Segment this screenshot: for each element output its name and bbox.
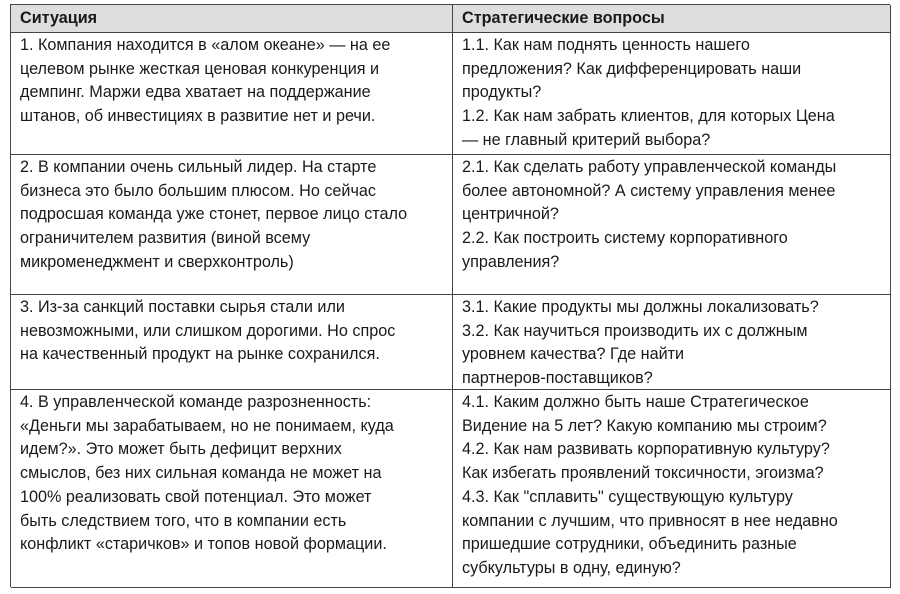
question-line: 4.2. Как нам развивать корпоративную культуру? xyxy=(462,440,830,459)
situation-line: быть следствием того, что в компании есть xyxy=(20,511,347,530)
situation-line: невозможными, или слишком дорогими. Но спрос xyxy=(20,321,396,340)
situation-line: «Деньги мы зарабатываем, но не понимаем, куда xyxy=(20,416,394,435)
question-line: субкультуры в одну, единую? xyxy=(462,558,681,577)
question-line: 4.1. Каким должно быть наше Стратегическое xyxy=(462,393,809,411)
header-strategic-questions: Стратегические вопросы xyxy=(453,5,891,33)
situation-line: ограничителем развития (виной всему xyxy=(20,229,311,248)
questions-cell-1 xyxy=(453,33,891,155)
question-line: 2.1. Как сделать работу управленческой команды xyxy=(462,158,837,176)
strategy-table xyxy=(10,4,890,587)
question-line: партнеров-поставщиков? xyxy=(462,369,653,388)
situation-line: демпинг. Маржи едва хватает на поддержание xyxy=(20,83,371,102)
situation-line: целевом рынке жесткая ценовая конкуренция и xyxy=(20,59,380,78)
question-line: уровнем качества? Где найти xyxy=(462,345,685,364)
situation-line: 100% реализовать свой потенциал. Это может xyxy=(20,487,372,506)
question-line: центричной? xyxy=(462,205,559,224)
situation-cell-1 xyxy=(11,33,453,155)
questions-cell-3 xyxy=(453,295,891,390)
situation-line: идем?». Это может быть дефицит верхних xyxy=(20,440,342,459)
situation-line: 4. В управленческой команде разрозненность: xyxy=(20,393,372,411)
question-line: управления? xyxy=(462,252,560,271)
question-line: 4.3. Как "сплавить" существующую культуру xyxy=(462,487,793,506)
situation-line: на качественный продукт на рынке сохранился. xyxy=(20,345,380,364)
question-line: 1.1. Как нам поднять ценность нашего xyxy=(462,36,750,54)
situation-line: смыслов, без них сильная команда не может на xyxy=(20,464,382,483)
question-line: Как избегать проявлений токсичности, эгоизма? xyxy=(462,464,824,483)
questions-cell-4 xyxy=(453,390,891,588)
situation-line: 3. Из-за санкций поставки сырья стали или xyxy=(20,298,345,316)
situation-line: подросшая команда уже стонет, первое лицо стало xyxy=(20,205,408,224)
question-line: продукты? xyxy=(462,83,542,102)
question-line: — не главный критерий выбора? xyxy=(462,130,711,149)
question-line: Видение на 5 лет? Какую компанию мы строим? xyxy=(462,416,827,435)
situation-cell-2 xyxy=(11,155,453,295)
situation-line: бизнеса это было большим плюсом. Но сейчас xyxy=(20,181,377,200)
question-line: 2.2. Как построить систему корпоративного xyxy=(462,229,788,248)
situation-line: конфликт «старичков» и топов новой формации. xyxy=(20,535,387,554)
situation-line: 2. В компании очень сильный лидер. На старте xyxy=(20,158,377,176)
situation-line: штанов, об инвестициях в развитие нет и речи. xyxy=(20,107,376,126)
header-situation: Ситуация xyxy=(11,5,453,33)
question-line: 3.2. Как научиться производить их с должным xyxy=(462,321,808,340)
question-line: предложения? Как дифференцировать наши xyxy=(462,59,802,78)
situation-line: 1. Компания находится в «алом океане» — на ее xyxy=(20,36,391,54)
questions-cell-2 xyxy=(453,155,891,295)
question-line: более автономной? А систему управления менее xyxy=(462,181,836,200)
question-line: 3.1. Какие продукты мы должны локализовать? xyxy=(462,298,819,316)
question-line: компании с лучшим, что привносят в нее недавно xyxy=(462,511,838,530)
question-line: 1.2. Как нам забрать клиентов, для которых Цена xyxy=(462,107,835,126)
situation-line: микроменеджмент и сверхконтроль) xyxy=(20,252,294,271)
situation-cell-4 xyxy=(11,390,453,588)
situation-cell-3 xyxy=(11,295,453,390)
question-line: пришедшие сотрудники, объединить разные xyxy=(462,535,797,554)
